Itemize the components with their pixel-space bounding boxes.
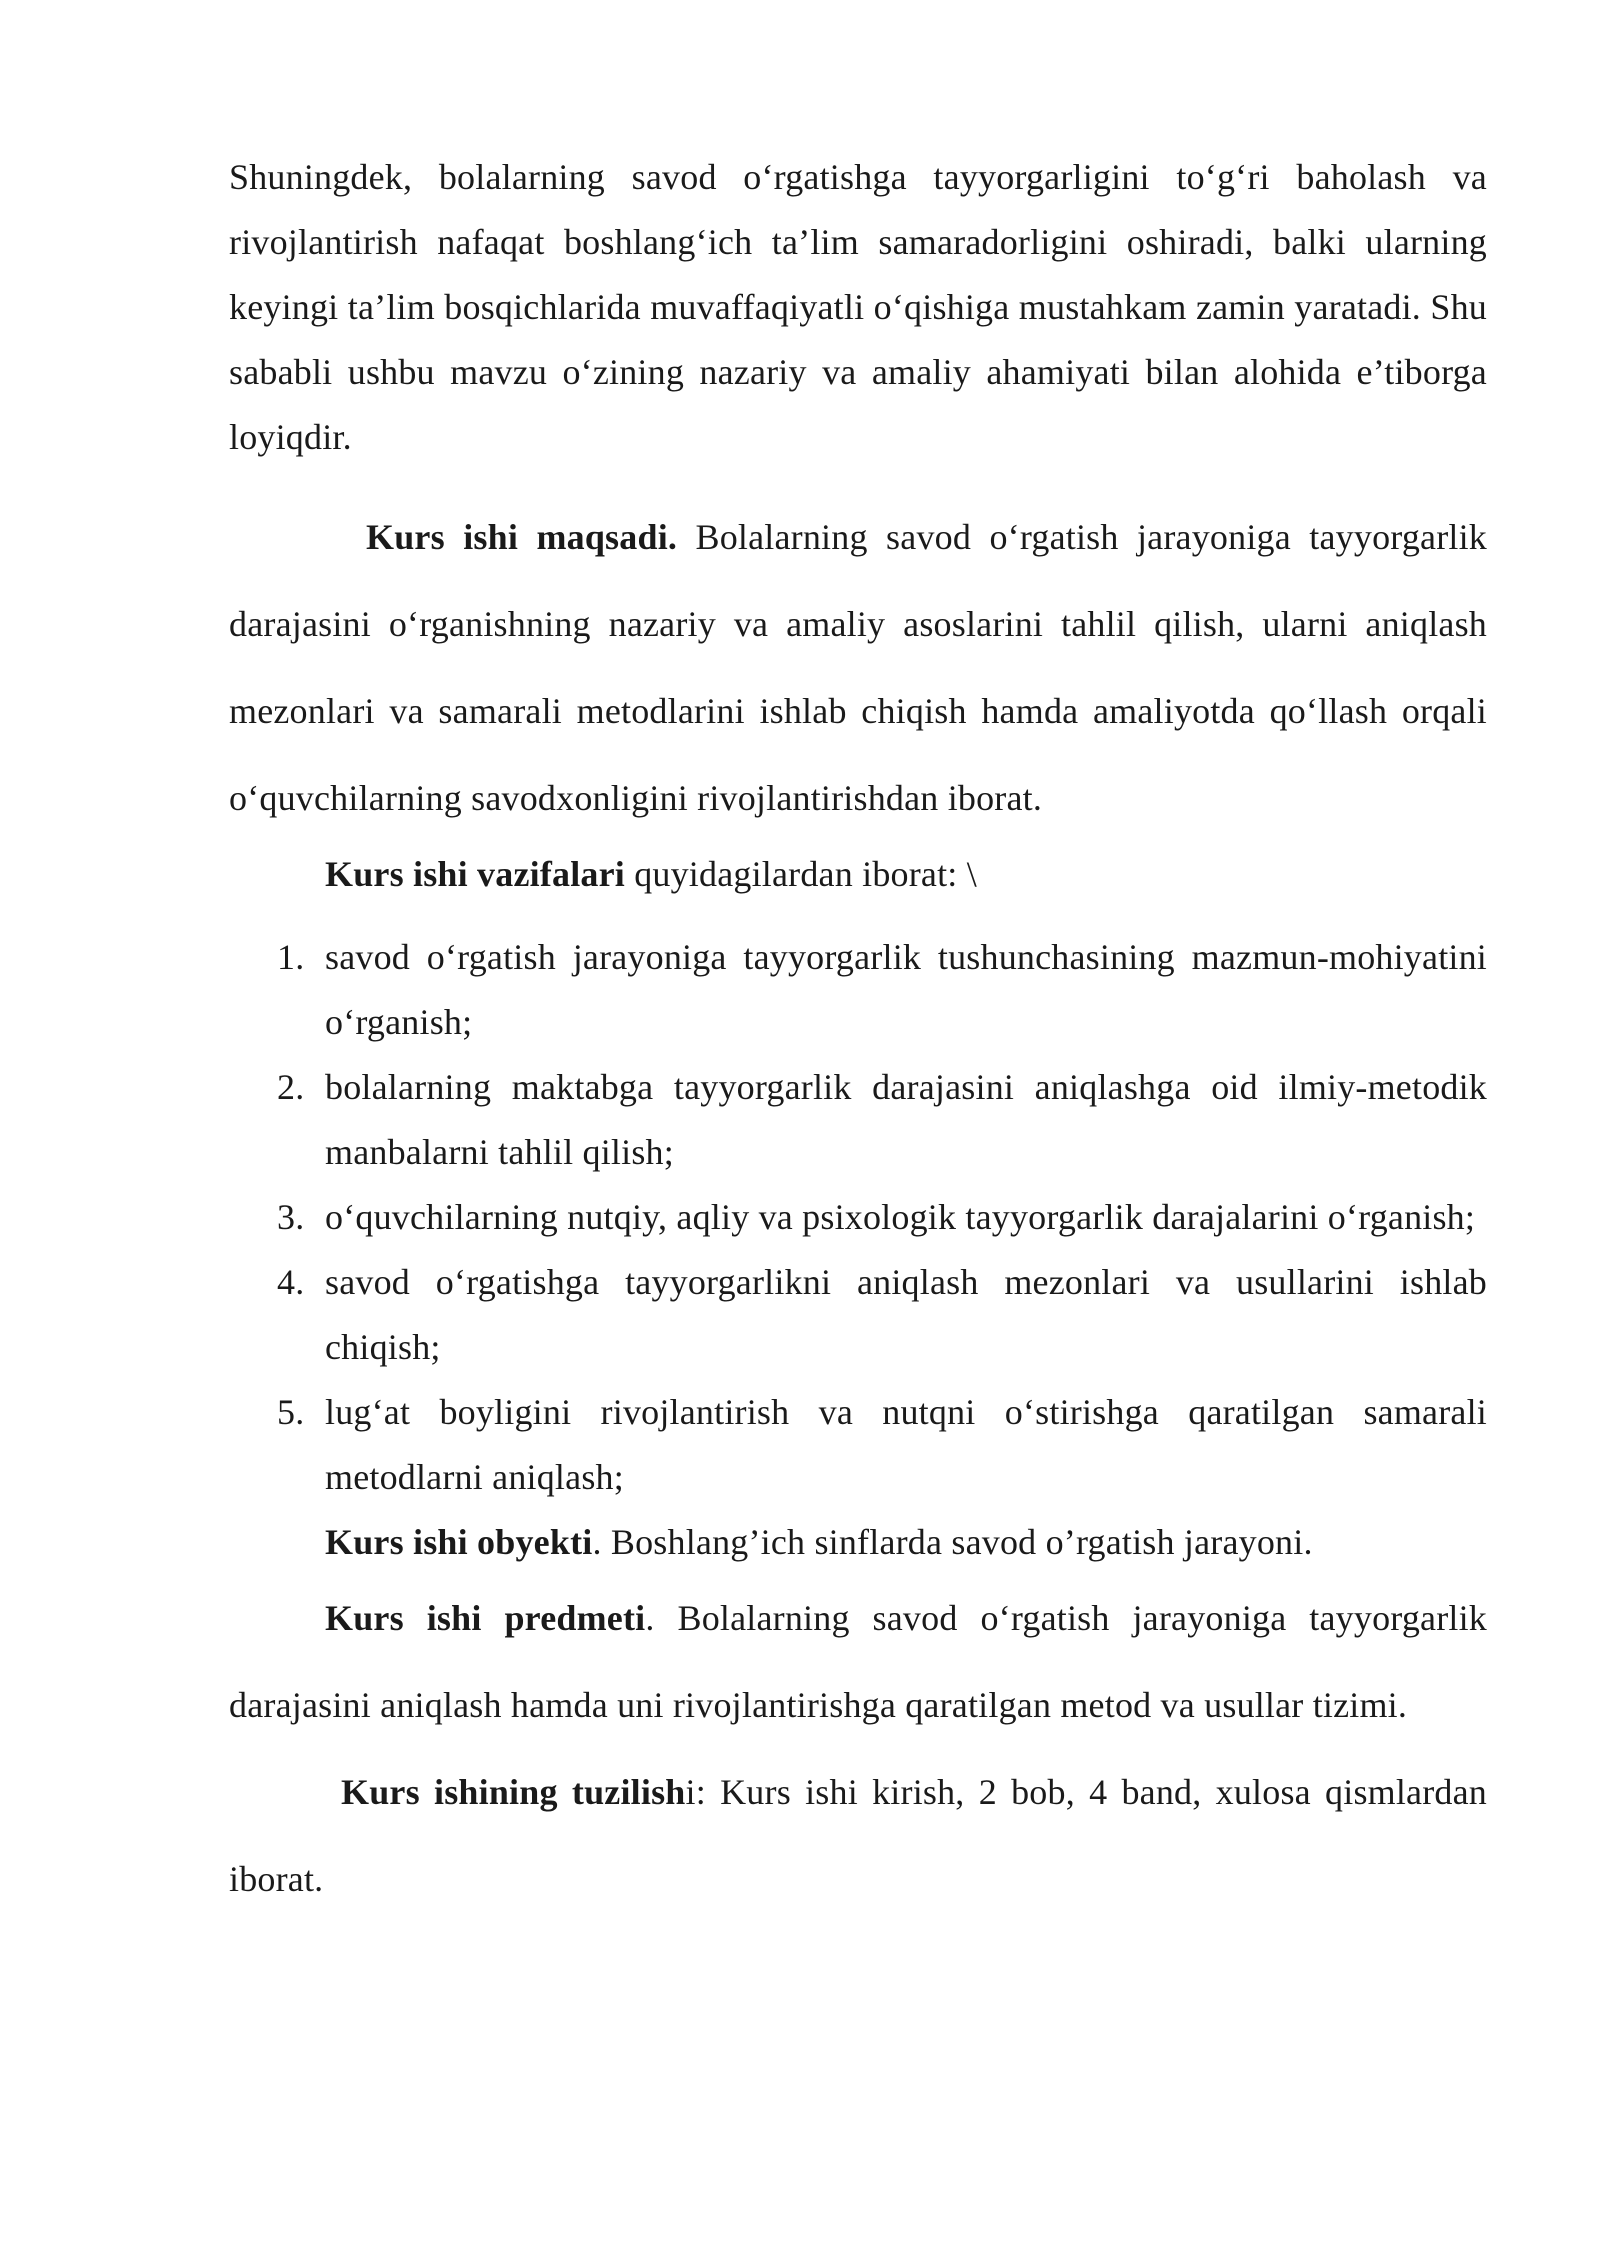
subject-text: . Bolalarning savod o‘rgatish jarayoniga tayyorgarlik darajasini aniqlash hamda uni rivojlantirishga qaratilgan metod va usullar tizimi. [229, 1598, 1487, 1725]
structure-label: Kurs ishining tuzilish [341, 1772, 686, 1812]
structure-text: i: Kurs ishi kirish, 2 bob, 4 band, xulosa qismlardan iborat. [229, 1772, 1487, 1899]
structure-paragraph [229, 1749, 1487, 1923]
intro-paragraph: Shuningdek, bolalarning savod o‘rgatishga tayyorgarligini to‘g‘ri baholash va rivojlantirish nafaqat boshlang‘ich ta’lim samaradorligini oshiradi, balki ularning keyingi ta’lim bosqichlarida muvaffaqiyatli o‘qishiga mustahkam zamin yaratadi. Shu sababli ushbu mavzu o‘zining nazariy va amaliy ahamiyati bilan alohida e’tiborga loyiqdir. [229, 157, 1487, 457]
goal-label: Kurs ishi maqsadi. [366, 517, 678, 557]
list-item-text: savod o‘rgatish jarayoniga tayyorgarlik tushunchasining mazmun-mohiyatini o‘rganish; [325, 937, 1487, 1042]
tasks-label: Kurs ishi vazifalari [325, 854, 625, 894]
list-item [229, 925, 1487, 1055]
goal-paragraph [229, 494, 1487, 842]
list-item [229, 1250, 1487, 1380]
list-item-text: bolalarning maktabga tayyorgarlik darajasini aniqlashga oid ilmiy-metodik manbalarni tahlil qilish; [325, 1067, 1487, 1172]
tasks-list [229, 925, 1487, 1510]
subject-label: Kurs ishi predmeti [325, 1598, 646, 1638]
tasks-intro-text: quyidagilardan iborat: \ [625, 854, 977, 894]
list-item-number: 3. [277, 1197, 305, 1237]
goal-text: Bolalarning savod o‘rgatish jarayoniga tayyorgarlik darajasini o‘rganishning nazariy va amaliy asoslarini tahlil qilish, ularni aniqlash mezonlari va samarali metodlarini ishlab chiqish hamda amaliyotda qo‘llash orqali o‘quvchilarning savodxonligini rivojlantirishdan iborat. [229, 517, 1487, 818]
object-text: . Boshlang’ich sinflarda savod o’rgatish jarayoni. [592, 1522, 1313, 1562]
list-item-text: savod o‘rgatishga tayyorgarlikni aniqlash mezonlari va usullarini ishlab chiqish; [325, 1262, 1487, 1367]
list-item-text: lug‘at boyligini rivojlantirish va nutqni o‘stirishga qaratilgan samarali metodlarni aniqlash; [325, 1392, 1487, 1497]
tasks-intro-paragraph [229, 842, 1487, 907]
list-item [229, 1185, 1487, 1250]
list-item [229, 1055, 1487, 1185]
object-label: Kurs ishi obyekti [325, 1522, 593, 1562]
list-item-number: 5. [277, 1392, 305, 1432]
document-page [229, 145, 1487, 1923]
subject-paragraph [229, 1575, 1487, 1749]
list-item [229, 1380, 1487, 1510]
object-paragraph [229, 1510, 1487, 1575]
list-item-text: o‘quvchilarning nutqiy, aqliy va psixologik tayyorgarlik darajalarini o‘rganish; [325, 1197, 1476, 1237]
list-item-number: 1. [277, 937, 305, 977]
list-item-number: 2. [277, 1067, 305, 1107]
list-item-number: 4. [277, 1262, 305, 1302]
